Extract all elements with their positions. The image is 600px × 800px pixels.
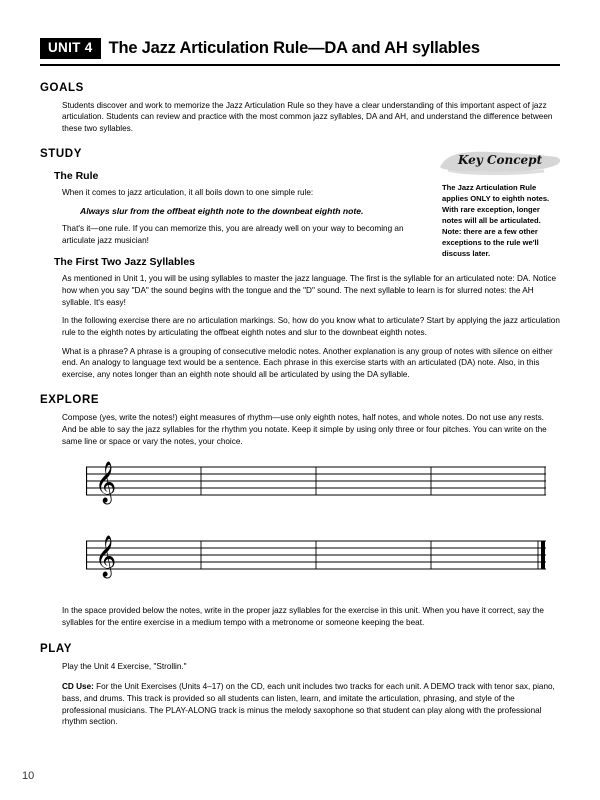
- explore-paragraph-1: Compose (yes, write the notes!) eight measures of rhythm—use only eighth notes, half notes, and whole notes. Do not use any rests. And be able to say the jazz syllables for the rhythm you notate. Keep it simple by using only three or four pitches. You can write on the same line or space or vary the notes, your choice.: [62, 413, 547, 446]
- play-heading: PLAY: [40, 642, 73, 655]
- key-concept-callout: [442, 148, 560, 259]
- key-concept-title: Key Concept: [458, 153, 543, 167]
- key-concept-text: The Jazz Articulation Rule applies ONLY to eighth notes. With rare exception, longer notes will all be articulated. Note: there are a few other exceptions to the rule we'll discuss later.: [442, 183, 550, 258]
- goals-heading: GOALS: [40, 81, 84, 94]
- svg-text:𝄞: 𝄞: [95, 462, 117, 504]
- page-number: 10: [22, 770, 35, 782]
- explore-paragraph-2: In the space provided below the notes, write in the proper jazz syllables for the exercise in this unit. When you have it correct, say the syllables for the entire exercise in a medium tempo with a metronome or someone keeping the beat.: [62, 606, 544, 628]
- first-two-paragraph-1: As mentioned in Unit 1, you will be using syllables to master the jazz language. The first is the syllable for an articulated note: DA. Notice how when you say "DA" the sound begins with the tongue and the "D" sound. The next syllable to learn is for slurred notes: the AH syllable. It's easy!: [62, 274, 557, 307]
- the-rule-subhead: The Rule: [54, 170, 99, 183]
- cd-use-text: For the Unit Exercises (Units 4–17) on the CD, each unit includes two tracks for each unit. A DEMO track with tenor sax, piano, bass, and drums. This track is provided so all students can listen, learn, and imitate the articulation, phrasing, and style of the professional musicians. The PLAY-ALONG track is minus the melody saxophone so that student can play along with the professional rhythm section.: [62, 682, 555, 727]
- the-rule-intro: When it comes to jazz articulation, it all boils down to one simple rule:: [62, 188, 314, 198]
- unit-title: The Jazz Articulation Rule—DA and AH syllables: [108, 38, 480, 57]
- explore-heading: EXPLORE: [40, 394, 100, 407]
- play-text: Play the Unit 4 Exercise, "Strollin.": [62, 661, 187, 671]
- svg-text:𝄞: 𝄞: [95, 536, 117, 578]
- first-two-syllables-subhead: The First Two Jazz Syllables: [54, 256, 196, 269]
- unit-badge: UNIT 4: [40, 38, 101, 59]
- the-rule-after: That's it—one rule. If you can memorize this, you are already well on your way to becoming an articulate jazz musician!: [62, 224, 404, 245]
- brush-stroke-icon: [442, 148, 560, 178]
- cd-use-paragraph: [62, 681, 560, 728]
- first-two-paragraph-3: What is a phrase? A phrase is a grouping of consecutive melodic notes. Another explanation is any group of notes with silence on either end. An analogy to language text would be a sentence. Each phrase in this exercise starts with an articulated (DA) note. Also, in this exercise, any notes longer than an eighth note should all be articulated by using the DA syllable.: [62, 346, 553, 379]
- music-staff-1[interactable]: [86, 461, 560, 505]
- cd-use-label: CD Use:: [62, 682, 94, 692]
- the-rule-statement: Always slur from the offbeat eighth note to the downbeat eighth note.: [80, 206, 364, 217]
- goals-text: Students discover and work to memorize the Jazz Articulation Rule so they have a clear understanding of this important aspect of jazz articulation. Students can review and practice with the most common jazz syllables, DA and AH, and understand the difference between these two syllables.: [62, 100, 553, 133]
- study-heading: STUDY: [40, 148, 82, 161]
- page-title: [40, 38, 560, 66]
- first-two-paragraph-2: In the following exercise there are no articulation markings. So, how do you know what to articulate? Start by applying the jazz articulation rule to the eighth notes by articulating the offbeat eighth notes and slur to the downbeat eighth notes.: [62, 316, 560, 337]
- music-staff-2[interactable]: [86, 535, 560, 579]
